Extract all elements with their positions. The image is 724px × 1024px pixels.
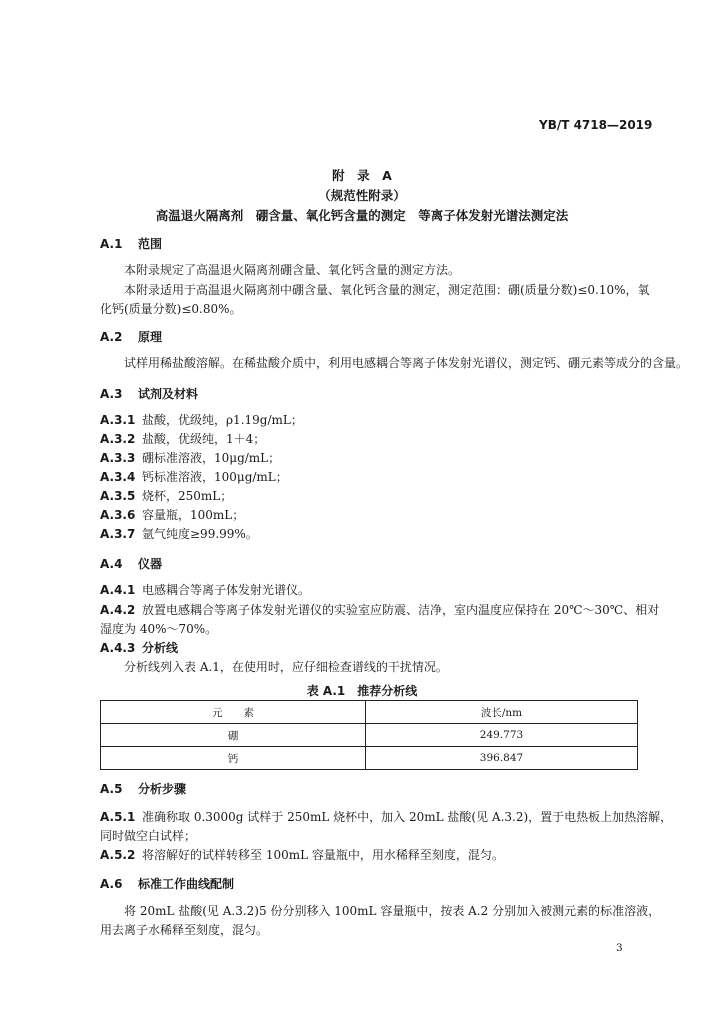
item-text: 钙标准溶液，100μg/mL； [142,470,288,484]
reagent-item [100,487,232,504]
section-title: 分析步骤 [138,782,187,796]
item-number: A.4.3 [100,641,136,655]
section-title: 仪器 [138,557,163,571]
section-title: 试剂及材料 [138,387,199,401]
item-number: A.5.1 [100,810,136,824]
standard-number: YB/T 4718—2019 [539,118,653,132]
table-row [101,724,638,747]
section-a5-heading [100,780,186,797]
item-number: A.3.1 [100,413,136,427]
appendix-nature: （规范性附录） [318,188,406,203]
instrument-item [100,601,659,618]
item-text: 氩气纯度≥99.99%。 [142,527,258,541]
item-text: 电感耦合等离子体发射光谱仪。 [142,583,311,597]
item-number: A.3.5 [100,489,136,503]
section-a2-heading [100,328,162,345]
section-a1-heading [100,235,162,252]
table-header-cell: 波长/nm [366,701,638,724]
item-number: A.3.2 [100,432,136,446]
section-number: A.6 [100,877,123,891]
item-number: A.4.2 [100,603,136,617]
table-header-cell: 元 素 [101,701,366,724]
analysis-line-table [100,700,638,770]
a2-paragraph: 试样用稀盐酸溶解。在稀盐酸介质中，利用电感耦合等离子体发射光谱仪，测定钙、硼元素等成分的含量。 [124,356,689,370]
page-number: 3 [616,942,623,954]
reagent-item [100,468,288,485]
procedure-item [100,846,504,863]
section-a3-heading [100,385,198,402]
item-text: 烧杯，250mL； [142,489,233,503]
reagent-item [100,411,303,428]
reagent-item [100,449,280,466]
subsection-a43-heading [100,639,178,656]
item-text: 准确称取 0.3000g 试样于 250mL 烧杯中，加入 20mL 盐酸(见 A.3.2)，置于电热板上加热溶解， [142,810,673,824]
reagent-item [100,525,258,542]
table-cell: 钙 [101,747,366,770]
section-title: 原理 [138,330,163,344]
section-number: A.1 [100,237,123,251]
section-a6-heading [100,875,234,892]
section-number: A.2 [100,330,123,344]
a1-paragraph-2-line-2: 化钙(质量分数)≤0.80%。 [100,302,242,316]
subsection-title: 分析线 [142,641,179,655]
section-number: A.5 [100,782,123,796]
item-text: 盐酸，优级纯，ρ1.19g/mL； [142,413,303,427]
procedure-item-continued: 同时做空白试样； [100,829,197,843]
appendix-label: 附 录 A [332,168,392,183]
item-number: A.5.2 [100,848,136,862]
procedure-item [100,808,672,825]
table-cell: 249.773 [366,724,638,747]
item-text: 放置电感耦合等离子体发射光谱仪的实验室应防震、洁净，室内温度应保持在 20℃～30℃、相对 [142,603,660,617]
reagent-item [100,506,244,523]
section-title: 范围 [138,237,163,251]
item-number: A.3.4 [100,470,136,484]
item-number: A.3.6 [100,508,136,522]
table-header-row [101,701,638,724]
item-number: A.3.7 [100,527,136,541]
item-text: 硼标准溶液，10μg/mL； [142,451,281,465]
item-text: 容量瓶，100mL； [142,508,245,522]
instrument-item [100,581,310,598]
a1-paragraph-1: 本附录规定了高温退火隔离剂硼含量、氧化钙含量的测定方法。 [124,263,461,277]
instrument-item-continued: 湿度为 40%～70%。 [100,622,218,636]
a6-paragraph-line-2: 用去离子水稀释至刻度，混匀。 [100,923,269,937]
section-title: 标准工作曲线配制 [138,877,235,891]
a1-paragraph-2-line-1: 本附录适用于高温退火隔离剂中硼含量、氧化钙含量的测定，测定范围：硼(质量分数)≤0.10%，氧 [124,283,650,297]
a43-paragraph: 分析线列入表 A.1，在使用时，应仔细检查谱线的干扰情况。 [124,660,448,674]
reagent-item [100,430,265,447]
item-number: A.4.1 [100,583,136,597]
item-text: 盐酸，优级纯，1＋4； [142,432,266,446]
section-a4-heading [100,555,162,572]
appendix-title: 高温退火隔离剂 硼含量、氧化钙含量的测定 等离子体发射光谱法测定法 [155,208,569,223]
table-cell: 硼 [101,724,366,747]
section-number: A.4 [100,557,123,571]
a6-paragraph-line-1: 将 20mL 盐酸(见 A.3.2)5 份分别移入 100mL 容量瓶中，按表 A.2 分别加入被测元素的标准溶液， [124,904,661,918]
item-number: A.3.3 [100,451,136,465]
item-text: 将溶解好的试样转移至 100mL 容量瓶中，用水稀释至刻度，混匀。 [142,848,504,862]
table-caption: 表 A.1 推荐分析线 [306,684,418,698]
table-row [101,747,638,770]
section-number: A.3 [100,387,123,401]
table-cell: 396.847 [366,747,638,770]
